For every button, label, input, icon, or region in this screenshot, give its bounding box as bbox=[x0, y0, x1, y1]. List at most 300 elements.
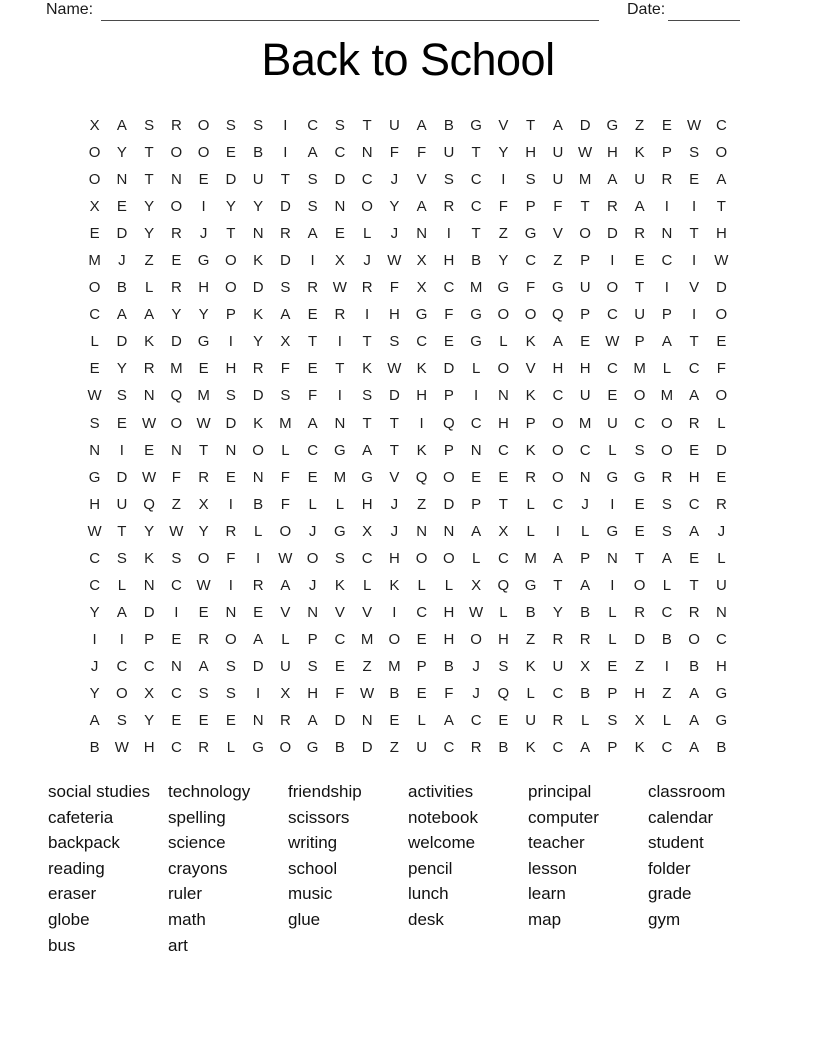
grid-cell: R bbox=[634, 603, 646, 621]
grid-cell: K bbox=[525, 387, 536, 405]
grid-cell: S bbox=[689, 144, 700, 162]
grid-cell: Z bbox=[635, 657, 645, 675]
grid-cell: S bbox=[116, 549, 127, 567]
grid-cell: L bbox=[144, 279, 154, 297]
grid-cell: U bbox=[388, 117, 400, 135]
grid-cell: G bbox=[334, 522, 346, 540]
grid-cell: S bbox=[280, 279, 291, 297]
grid-cell: T bbox=[526, 117, 536, 135]
grid-cell: P bbox=[471, 495, 482, 513]
grid-cell: Z bbox=[662, 685, 672, 702]
word-item: art bbox=[168, 935, 188, 955]
grid-cell: F bbox=[280, 468, 290, 486]
grid-cell: R bbox=[170, 117, 182, 135]
grid-cell: B bbox=[525, 603, 536, 621]
grid-cell: N bbox=[334, 414, 346, 432]
grid-cell: W bbox=[142, 414, 157, 432]
grid-cell: M bbox=[469, 279, 483, 297]
date-blank-line[interactable] bbox=[668, 2, 740, 21]
grid-cell: O bbox=[552, 414, 564, 432]
grid-cell: S bbox=[443, 171, 454, 189]
grid-cell: Z bbox=[362, 657, 372, 675]
grid-cell: K bbox=[525, 657, 536, 675]
grid-cell: R bbox=[525, 468, 537, 486]
grid-cell: C bbox=[525, 252, 537, 270]
grid-cell: A bbox=[198, 657, 209, 675]
grid-cell: M bbox=[660, 387, 674, 405]
grid-cell: I bbox=[228, 495, 233, 513]
grid-cell: W bbox=[278, 549, 293, 567]
grid-cell: W bbox=[196, 576, 211, 594]
grid-cell: A bbox=[689, 522, 700, 540]
grid-cell: N bbox=[443, 522, 455, 540]
grid-cell: F bbox=[716, 360, 726, 378]
grid-cell: N bbox=[361, 144, 373, 162]
grid-cell: E bbox=[689, 441, 700, 459]
grid-cell: O bbox=[715, 387, 728, 405]
grid-cell: I bbox=[610, 495, 615, 513]
word-column bbox=[408, 779, 528, 958]
grid-cell: N bbox=[497, 387, 509, 405]
grid-cell: T bbox=[689, 225, 699, 243]
grid-cell: W bbox=[332, 279, 347, 297]
grid-cell: M bbox=[360, 630, 374, 648]
grid-cell: A bbox=[661, 549, 672, 567]
word-column bbox=[648, 779, 768, 958]
grid-cell: I bbox=[664, 279, 669, 297]
grid-cell: M bbox=[170, 360, 183, 378]
grid-cell: K bbox=[525, 333, 536, 351]
grid-cell: V bbox=[362, 603, 373, 621]
grid-cell: F bbox=[417, 144, 427, 162]
word-item: scissors bbox=[288, 807, 350, 827]
grid-cell: F bbox=[553, 198, 563, 216]
grid-cell: U bbox=[552, 657, 564, 675]
grid-cell: B bbox=[334, 739, 345, 757]
grid-cell: R bbox=[661, 171, 673, 189]
grid-cell: O bbox=[443, 468, 455, 486]
grid-cell: F bbox=[280, 495, 290, 513]
grid-cell: O bbox=[415, 549, 428, 567]
grid-cell: R bbox=[606, 198, 618, 216]
grid-cell: O bbox=[715, 144, 728, 162]
word-item: classroom bbox=[648, 782, 726, 801]
name-label: Name: bbox=[46, 1, 94, 18]
grid-cell: R bbox=[552, 630, 564, 648]
grid-cell: E bbox=[634, 522, 645, 540]
grid-cell: I bbox=[664, 198, 669, 216]
grid-cell: C bbox=[170, 739, 182, 757]
grid-cell: M bbox=[578, 414, 592, 432]
grid-cell: Q bbox=[143, 495, 155, 513]
grid-cell: X bbox=[198, 495, 209, 513]
word-item: school bbox=[288, 858, 338, 878]
grid-cell: A bbox=[362, 441, 373, 459]
word-item: desk bbox=[408, 909, 444, 929]
grid-cell: A bbox=[471, 522, 482, 540]
grid-cell: H bbox=[89, 495, 101, 513]
grid-cell: E bbox=[198, 171, 209, 189]
grid-cell: C bbox=[661, 739, 673, 757]
grid-cell: V bbox=[552, 225, 563, 243]
grid-cell: V bbox=[498, 117, 509, 135]
grid-cell: O bbox=[688, 630, 700, 648]
grid-cell: O bbox=[279, 522, 292, 540]
grid-cell: O bbox=[170, 198, 183, 216]
grid-cell: D bbox=[361, 739, 373, 757]
word-item: welcome bbox=[408, 833, 476, 853]
grid-cell: T bbox=[635, 279, 645, 297]
grid-cell: G bbox=[306, 739, 319, 757]
puzzle-title: Back to School bbox=[261, 34, 555, 85]
grid-cell: C bbox=[416, 603, 428, 621]
grid-cell: P bbox=[661, 306, 672, 324]
grid-cell: A bbox=[116, 117, 127, 135]
grid-cell: W bbox=[360, 685, 375, 702]
grid-cell: O bbox=[225, 630, 237, 648]
grid-cell: D bbox=[252, 657, 264, 675]
grid-cell: R bbox=[198, 630, 210, 648]
word-item: technology bbox=[168, 782, 251, 801]
grid-cell: S bbox=[661, 522, 672, 540]
grid-cell: C bbox=[361, 549, 373, 567]
grid-cell: B bbox=[443, 117, 454, 135]
grid-cell: X bbox=[416, 252, 427, 270]
grid-cell: I bbox=[365, 306, 370, 324]
word-item: music bbox=[288, 884, 333, 904]
grid-cell: I bbox=[692, 306, 697, 324]
grid-cell: R bbox=[634, 225, 646, 243]
grid-cell: W bbox=[87, 387, 102, 405]
grid-cell: U bbox=[279, 657, 291, 675]
grid-cell: L bbox=[444, 576, 454, 594]
word-item: pencil bbox=[408, 858, 453, 878]
grid-cell: D bbox=[252, 279, 264, 297]
grid-cell: I bbox=[283, 117, 288, 135]
grid-cell: E bbox=[634, 495, 645, 513]
grid-cell: G bbox=[497, 279, 510, 297]
grid-cell: W bbox=[169, 522, 184, 540]
grid-cell: V bbox=[689, 279, 700, 297]
grid-cell: C bbox=[143, 657, 155, 675]
grid-cell: Y bbox=[225, 198, 236, 216]
grid-cell: T bbox=[308, 333, 318, 351]
grid-cell: B bbox=[471, 252, 482, 270]
letter-grid bbox=[81, 112, 735, 761]
grid-cell: R bbox=[688, 603, 700, 621]
grid-cell: O bbox=[306, 549, 319, 567]
grid-cell: L bbox=[608, 630, 617, 648]
grid-cell: D bbox=[715, 279, 727, 297]
grid-cell: X bbox=[334, 252, 345, 270]
grid-cell: D bbox=[170, 333, 182, 351]
grid-cell: T bbox=[362, 117, 372, 135]
grid-cell: A bbox=[280, 576, 291, 594]
grid-cell: M bbox=[197, 387, 210, 405]
grid-cell: K bbox=[362, 360, 373, 378]
grid-cell: P bbox=[225, 306, 236, 324]
grid-cell: O bbox=[225, 279, 237, 297]
grid-cell: C bbox=[361, 171, 373, 189]
grid-cell: Q bbox=[443, 414, 455, 432]
grid-cell: J bbox=[90, 657, 99, 675]
grid-cell: N bbox=[416, 225, 428, 243]
grid-cell: E bbox=[171, 252, 182, 270]
grid-cell: E bbox=[225, 144, 236, 162]
grid-cell: T bbox=[471, 144, 481, 162]
grid-cell: P bbox=[580, 252, 591, 270]
grid-cell: D bbox=[143, 603, 155, 621]
word-item: calendar bbox=[648, 807, 714, 827]
grid-cell: H bbox=[143, 739, 155, 757]
grid-cell: H bbox=[443, 252, 455, 270]
grid-cell: S bbox=[116, 387, 127, 405]
grid-cell: C bbox=[661, 252, 673, 270]
grid-cell: Y bbox=[144, 712, 155, 730]
grid-cell: C bbox=[606, 306, 618, 324]
word-item: reading bbox=[48, 858, 105, 878]
grid-cell: N bbox=[579, 468, 591, 486]
grid-cell: O bbox=[88, 144, 101, 162]
grid-cell: B bbox=[89, 739, 100, 757]
grid-cell: R bbox=[225, 522, 237, 540]
grid-cell: F bbox=[389, 144, 399, 162]
grid-cell: C bbox=[334, 630, 346, 648]
grid-cell: U bbox=[552, 171, 564, 189]
grid-cell: Y bbox=[116, 360, 127, 378]
grid-cell: J bbox=[390, 495, 399, 513]
grid-cell: J bbox=[717, 522, 726, 540]
grid-cell: N bbox=[606, 549, 618, 567]
grid-cell: Y bbox=[389, 198, 400, 216]
grid-cell: C bbox=[715, 117, 727, 135]
grid-cell: T bbox=[335, 360, 345, 378]
grid-cell: S bbox=[607, 712, 618, 730]
grid-cell: A bbox=[416, 198, 427, 216]
grid-cell: R bbox=[307, 279, 319, 297]
grid-cell: T bbox=[226, 225, 236, 243]
grid-cell: Z bbox=[635, 117, 645, 135]
grid-cell: W bbox=[387, 360, 402, 378]
grid-cell: E bbox=[198, 360, 209, 378]
grid-cell: T bbox=[635, 549, 645, 567]
grid-cell: E bbox=[389, 712, 400, 730]
grid-cell: N bbox=[252, 712, 264, 730]
grid-cell: J bbox=[581, 495, 589, 513]
grid-cell: K bbox=[334, 576, 345, 594]
grid-cell: M bbox=[633, 360, 646, 378]
name-blank-line[interactable] bbox=[101, 2, 599, 21]
grid-cell: V bbox=[416, 171, 427, 189]
grid-cell: O bbox=[197, 549, 210, 567]
grid-cell: N bbox=[116, 171, 128, 189]
grid-cell: C bbox=[470, 712, 482, 730]
word-item: activities bbox=[408, 782, 474, 801]
grid-cell: B bbox=[580, 603, 591, 621]
grid-cell: A bbox=[552, 333, 563, 351]
grid-cell: U bbox=[579, 279, 591, 297]
grid-cell: I bbox=[283, 144, 288, 162]
grid-cell: U bbox=[606, 414, 618, 432]
grid-cell: G bbox=[197, 333, 210, 351]
grid-cell: Z bbox=[498, 225, 508, 243]
grid-cell: D bbox=[334, 171, 346, 189]
grid-cell: G bbox=[334, 441, 346, 459]
grid-cell: S bbox=[198, 685, 209, 702]
grid-cell: H bbox=[443, 603, 455, 621]
grid-cell: D bbox=[388, 387, 400, 405]
grid-cell: P bbox=[634, 333, 645, 351]
grid-cell: M bbox=[578, 171, 592, 189]
grid-cell: N bbox=[143, 387, 155, 405]
word-item: eraser bbox=[48, 884, 97, 904]
grid-cell: H bbox=[552, 360, 564, 378]
grid-cell: A bbox=[689, 739, 700, 757]
grid-cell: N bbox=[89, 441, 101, 459]
grid-cell: D bbox=[715, 441, 727, 459]
grid-cell: D bbox=[279, 198, 291, 216]
grid-cell: O bbox=[715, 306, 728, 324]
grid-cell: G bbox=[715, 712, 728, 730]
grid-cell: Z bbox=[389, 739, 399, 757]
grid-cell: U bbox=[252, 171, 264, 189]
grid-cell: L bbox=[499, 603, 508, 621]
grid-cell: W bbox=[387, 252, 402, 270]
grid-cell: S bbox=[362, 387, 373, 405]
grid-cell: D bbox=[443, 360, 455, 378]
grid-cell: Y bbox=[116, 144, 127, 162]
grid-cell: I bbox=[446, 225, 451, 243]
grid-cell: K bbox=[416, 441, 427, 459]
grid-cell: A bbox=[307, 225, 318, 243]
grid-cell: H bbox=[307, 685, 319, 702]
grid-cell: L bbox=[580, 712, 590, 730]
grid-cell: L bbox=[580, 522, 590, 540]
grid-cell: E bbox=[334, 657, 345, 675]
grid-cell: O bbox=[661, 441, 673, 459]
grid-cell: O bbox=[552, 468, 564, 486]
word-item: learn bbox=[528, 884, 566, 904]
grid-cell: G bbox=[606, 468, 619, 486]
grid-cell: Q bbox=[170, 387, 183, 405]
grid-cell: F bbox=[389, 279, 399, 297]
grid-cell: U bbox=[634, 306, 646, 324]
grid-cell: U bbox=[525, 712, 537, 730]
grid-cell: L bbox=[526, 495, 535, 513]
grid-cell: K bbox=[144, 549, 155, 567]
grid-cell: L bbox=[417, 576, 426, 594]
grid-cell: F bbox=[526, 279, 536, 297]
grid-cell: A bbox=[634, 198, 645, 216]
grid-cell: D bbox=[116, 225, 128, 243]
grid-cell: C bbox=[443, 279, 455, 297]
grid-cell: S bbox=[89, 414, 100, 432]
grid-cell: C bbox=[307, 441, 319, 459]
grid-cell: A bbox=[416, 117, 427, 135]
grid-cell: N bbox=[252, 225, 264, 243]
grid-cell: C bbox=[688, 495, 700, 513]
grid-cell: R bbox=[552, 712, 564, 730]
grid-cell: J bbox=[308, 522, 317, 540]
grid-cell: Y bbox=[144, 522, 155, 540]
grid-cell: U bbox=[552, 144, 564, 162]
grid-cell: I bbox=[228, 576, 233, 594]
grid-cell: O bbox=[197, 117, 210, 135]
word-item: cafeteria bbox=[48, 807, 114, 827]
grid-cell: C bbox=[470, 171, 482, 189]
grid-cell: S bbox=[144, 117, 155, 135]
grid-cell: Y bbox=[498, 144, 509, 162]
grid-cell: H bbox=[634, 685, 646, 702]
grid-cell: L bbox=[226, 739, 236, 757]
grid-cell: L bbox=[335, 495, 345, 513]
grid-cell: K bbox=[253, 414, 264, 432]
grid-cell: Q bbox=[415, 468, 428, 486]
grid-cell: Z bbox=[417, 495, 427, 513]
grid-cell: J bbox=[390, 171, 399, 189]
grid-cell: R bbox=[661, 468, 673, 486]
grid-cell: E bbox=[416, 630, 427, 648]
grid-cell: V bbox=[525, 360, 536, 378]
grid-cell: C bbox=[606, 360, 618, 378]
grid-cell: L bbox=[90, 333, 99, 351]
grid-cell: R bbox=[143, 360, 155, 378]
grid-cell: Y bbox=[198, 306, 209, 324]
grid-cell: K bbox=[416, 360, 427, 378]
word-item: folder bbox=[648, 858, 691, 878]
grid-cell: S bbox=[116, 712, 127, 730]
grid-cell: C bbox=[89, 576, 101, 594]
grid-cell: J bbox=[390, 522, 399, 540]
word-item: spelling bbox=[168, 807, 226, 827]
grid-cell: E bbox=[689, 549, 700, 567]
grid-cell: A bbox=[116, 306, 127, 324]
grid-cell: G bbox=[361, 468, 373, 486]
grid-cell: L bbox=[471, 360, 481, 378]
grid-cell: K bbox=[525, 739, 536, 757]
grid-cell: G bbox=[606, 117, 619, 135]
grid-cell: D bbox=[116, 333, 128, 351]
grid-cell: D bbox=[579, 117, 591, 135]
grid-cell: F bbox=[498, 198, 508, 216]
grid-cell: O bbox=[361, 198, 373, 216]
grid-cell: C bbox=[497, 441, 509, 459]
grid-cell: L bbox=[717, 414, 726, 432]
grid-cell: Y bbox=[144, 225, 155, 243]
grid-cell: A bbox=[89, 712, 100, 730]
grid-cell: R bbox=[252, 576, 264, 594]
grid-cell: E bbox=[443, 333, 454, 351]
word-item: backpack bbox=[48, 833, 120, 853]
grid-cell: G bbox=[197, 252, 210, 270]
grid-cell: J bbox=[363, 252, 371, 270]
grid-cell: I bbox=[337, 333, 342, 351]
grid-cell: X bbox=[580, 657, 591, 675]
word-item: ruler bbox=[168, 884, 203, 904]
grid-cell: E bbox=[471, 468, 482, 486]
grid-cell: G bbox=[552, 279, 564, 297]
grid-cell: K bbox=[634, 739, 645, 757]
grid-cell: L bbox=[362, 576, 372, 594]
grid-cell: W bbox=[687, 117, 702, 135]
grid-cell: G bbox=[88, 468, 101, 486]
grid-cell: H bbox=[715, 225, 727, 243]
grid-cell: S bbox=[253, 117, 264, 135]
grid-cell: H bbox=[388, 549, 400, 567]
grid-cell: A bbox=[607, 171, 618, 189]
grid-cell: P bbox=[607, 739, 618, 757]
grid-cell: R bbox=[361, 279, 373, 297]
